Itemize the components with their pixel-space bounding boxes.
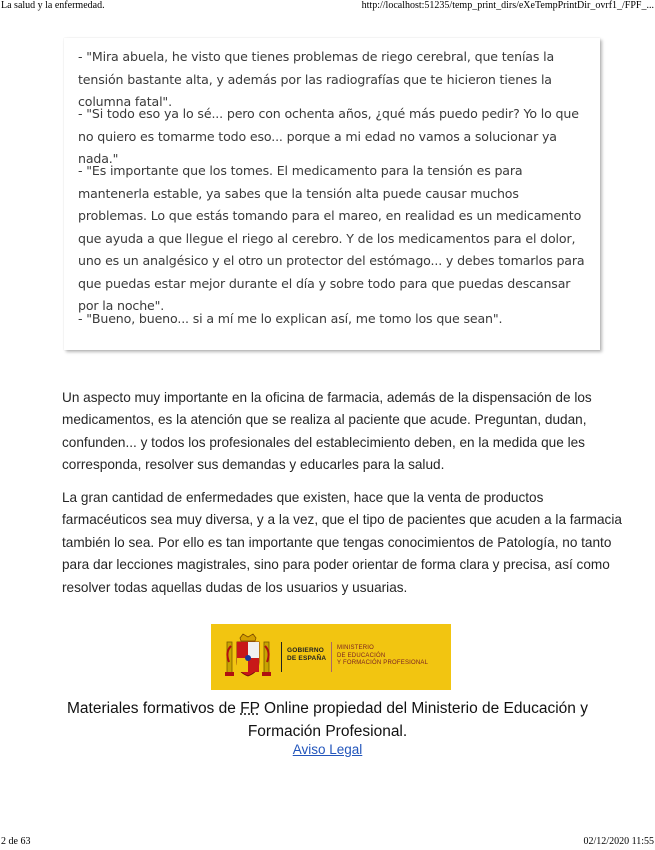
paragraph-line: también lo sea. Por ello es tan importante que tengas conocimientos de Patología, no tanto	[62, 534, 612, 550]
paragraph-line: corresponda, resolver sus demandas y educarles para la salud.	[62, 457, 445, 473]
dialog-box	[64, 38, 600, 350]
ministry-label	[337, 645, 428, 668]
government-label	[287, 647, 326, 663]
dialog-line-1: - "Mira abuela, he visto que tienes problemas de riego cerebral, que tenías la tensión bastante alta, y además por las radiografías que te hicieron tienes la columna fatal".	[78, 49, 555, 109]
fp-abbreviation: FP	[240, 700, 260, 717]
print-url: http://localhost:51235/temp_print_dirs/eXeTempPrintDir_ovrf1_/FPF_...	[361, 0, 654, 11]
dialog-line-4: - "Bueno, bueno... si a mí me lo explican así, me tomo los que sean".	[78, 311, 503, 326]
ministry-line-1: MINISTERIO	[337, 645, 375, 651]
paragraph-diseases	[62, 487, 622, 599]
credit-before: Materiales formativos de	[67, 700, 241, 717]
print-header	[0, 0, 655, 14]
paragraph-line: para dar lecciones magistrales, sino para poder orientar de forma clara y precisa, así como	[62, 557, 610, 573]
paragraph-line: La gran cantidad de enfermedades que existen, hace que la venta de productos	[62, 490, 544, 505]
credit-line-1	[0, 697, 655, 720]
footer-credit	[0, 697, 655, 743]
paragraph-line: medicamentos, es la atención que se realiza al paciente que acude. Preguntan, dudan,	[62, 412, 587, 428]
credit-line-2: Formación Profesional.	[247, 723, 408, 740]
dialog-line-2: - "Si todo eso ya lo sé... pero con ochenta años, ¿qué más puedo pedir? Yo lo que no quiero es tomarme todo eso... porque a mi edad no vamos a solucionar ya nada."	[78, 106, 579, 166]
paragraph-line: farmacéuticos sea muy diversa, y a la vez, que el tipo de pacientes que acuden a la farmacia	[62, 512, 622, 528]
paragraph-line: Un aspecto muy importante en la oficina de farmacia, además de la dispensación de los	[62, 390, 592, 405]
ministry-logo	[211, 624, 451, 690]
government-line-2: DE ESPAÑA	[287, 655, 327, 662]
print-title: La salud y la enfermedad.	[1, 0, 105, 11]
dialog-line-3: - "Es importante que los tomes. El medicamento para la tensión es para mantenerla estable, ya sabes que la tensión alta puede causar muchos problemas. Lo que estás tomando para el mareo, en realidad es un medicamento que ayuda a que llegue el riego al cerebro. Y de los medicamentos para el dolor, uno es un analgésico y el otro un protector del estómago... y debes tomarlos para que puedas estar mejor durante el día y sobre todo para que puedas descansar por la noche".	[78, 163, 585, 313]
paragraph-line: confunden... y todos los profesionales del establecimiento deben, en la medida que les	[62, 434, 585, 450]
paragraph-pharmacy-attention	[62, 387, 602, 477]
coat-of-arms-icon	[223, 632, 273, 682]
ministry-line-3: Y FORMACIÓN PROFESIONAL	[337, 660, 429, 667]
logo-divider	[281, 642, 282, 672]
paragraph-line: resolver todas aquellas dudas de los usuarios y usuarias.	[62, 579, 408, 595]
ministry-line-2: DE EDUCACIÓN	[337, 652, 386, 659]
print-datetime: 02/12/2020 11:55	[583, 836, 654, 847]
credit-after: Online propiedad del Ministerio de Educación y	[259, 700, 588, 717]
government-line-1: GOBIERNO	[287, 647, 324, 654]
logo-divider	[331, 642, 332, 672]
page-number: 2 de 63	[1, 836, 31, 847]
legal-notice-link[interactable]: Aviso Legal	[292, 742, 363, 757]
